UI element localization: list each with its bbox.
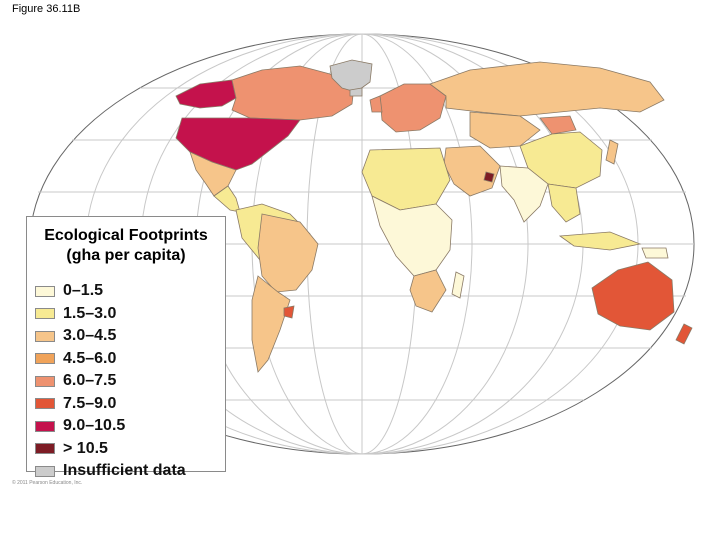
legend-swatch <box>35 398 55 409</box>
legend-items <box>27 280 225 483</box>
legend-item <box>35 325 225 348</box>
legend-swatch <box>35 308 55 319</box>
legend-label: 1.5–3.0 <box>63 304 117 322</box>
legend-item <box>35 280 225 303</box>
region-new-zealand <box>676 324 692 344</box>
legend-swatch <box>35 331 55 342</box>
legend-title-line1: Ecological Footprints <box>44 227 208 244</box>
legend-title <box>27 226 225 266</box>
region-papua <box>642 248 668 258</box>
legend-item <box>35 415 225 438</box>
legend-panel <box>26 216 226 480</box>
copyright-notice: © 2011 Pearson Education, Inc. <box>12 480 83 486</box>
legend-item <box>35 438 225 461</box>
legend-item <box>35 348 225 371</box>
legend-swatch <box>35 353 55 364</box>
legend-swatch <box>35 376 55 387</box>
legend-label: 4.5–6.0 <box>63 349 117 367</box>
figure-label: Figure 36.11B <box>12 3 81 15</box>
legend-swatch <box>35 421 55 432</box>
legend-label: > 10.5 <box>63 439 108 457</box>
legend-item <box>35 393 225 416</box>
legend-label: 6.0–7.5 <box>63 372 117 390</box>
legend-item <box>35 370 225 393</box>
legend-label: 3.0–4.5 <box>63 327 117 345</box>
region-uae <box>484 172 494 182</box>
legend-swatch <box>35 286 55 297</box>
legend-item <box>35 303 225 326</box>
region-uruguay <box>284 306 294 318</box>
legend-label: 0–1.5 <box>63 282 104 300</box>
legend-swatch <box>35 466 55 477</box>
legend-swatch <box>35 443 55 454</box>
legend-title-line2: (gha per capita) <box>66 247 186 264</box>
legend-label: 9.0–10.5 <box>63 417 126 435</box>
legend-label: 7.5–9.0 <box>63 394 117 412</box>
legend-label: Insufficient data <box>63 462 186 480</box>
